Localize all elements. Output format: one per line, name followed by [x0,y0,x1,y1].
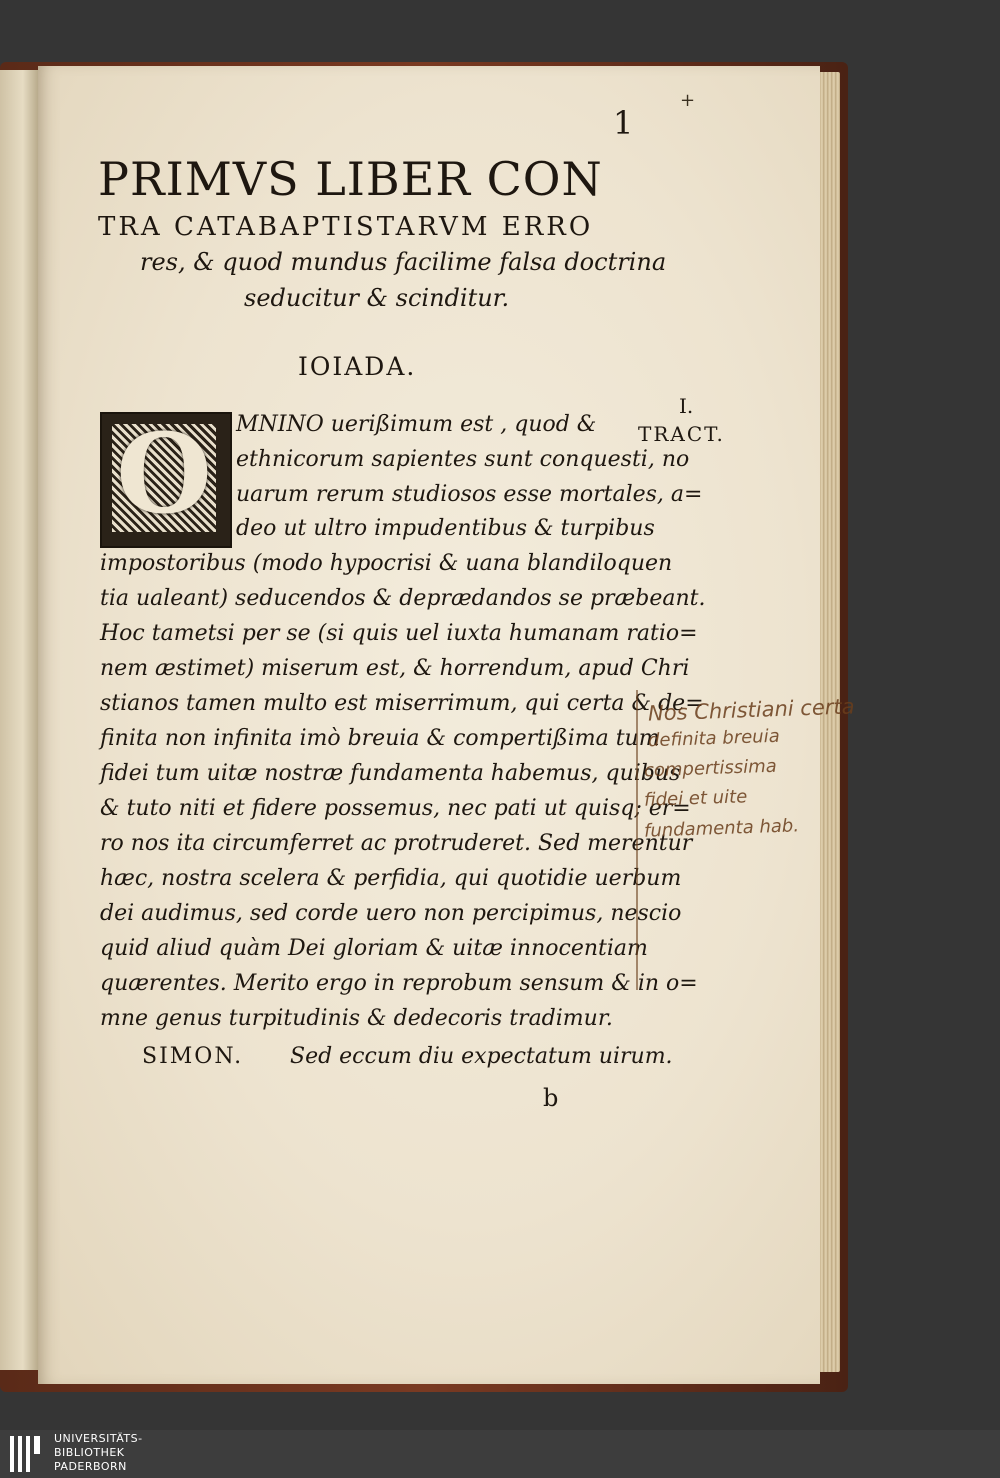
title-line-1: PRIMVS LIBER CON [98,152,603,206]
body-line: tia ualeant) seducendos & deprædandos se præbeant. [100,586,706,611]
footer-library-name-line: UNIVERSITÄTS- [54,1432,143,1445]
handwritten-note-line: definita breuia [647,725,781,752]
body-line: hæc, nostra scelera & perfidia, qui quotidie uerbum [100,866,682,891]
footer-library-name-line: BIBLIOTHEK [54,1446,125,1459]
drop-initial [100,409,232,548]
speaker-heading: IOIADA. [298,352,417,381]
last-line-speaker: SIMON. [142,1044,244,1069]
page-number: 1 [613,104,634,142]
body-line: nem æstimet) miserum est, & horrendum, apud Chri [100,656,690,681]
body-line: stianos tamen multo est miserrimum, qui certa & de= [100,691,704,716]
body-line: fidei tum uitæ nostræ fundamenta habemus, quibus [100,761,681,786]
body-line: finita non infinita imò breuia & compertißima tum [100,726,660,751]
margin-note-label: TRACT. [638,422,725,446]
body-line: dei audimus, sed corde uero non percipimus, nescio [100,901,682,926]
signature-mark: b [543,1084,559,1112]
corner-mark: + [680,90,696,111]
title-line-2: TRA CATABAPTISTARVM ERRO [98,212,594,242]
handwritten-note-line: compertissima [643,755,778,782]
body-line: quærentes. Merito ergo in reprobum sensum & in o= [100,971,698,996]
last-line-text: Sed eccum diu expectatum uirum. [290,1044,673,1069]
body-line: mne genus turpitudinis & dedecoris tradimur. [100,1006,613,1031]
handwritten-note-line: Nos Christiani certa [647,694,855,726]
margin-note-number: I. [679,394,694,418]
body-line: impostoribus (modo hypocrisi & uana blandiloquen [100,551,673,576]
body-line: ro nos ita circumferret ac protruderet. Sed merentur [100,831,693,856]
drop-initial-letter: O [116,409,212,538]
body-line: Hoc tametsi per se (si quis uel iuxta humanam ratio= [100,621,698,646]
body-line: uarum rerum studiosos esse mortales, a= [236,482,703,507]
left-page-fragment [2,90,32,1340]
body-line: MNINO uerißimum est , quod & [236,412,597,437]
handwritten-note-line: fidei et uite [643,786,748,811]
footer-bar [0,1430,1000,1478]
university-logo-icon [8,1432,42,1476]
title-line-3: res, & quod mundus facilime falsa doctrina [140,248,667,276]
title-line-4: seducitur & scinditur. [244,284,510,312]
left-page [0,70,38,1370]
footer-library-name-line: PADERBORN [54,1460,127,1473]
body-line: deo ut ultro impudentibus & turpibus [236,516,655,541]
body-line: quid aliud quàm Dei gloriam & uitæ innocentiam [100,936,648,961]
handwritten-note-line: fundamenta hab. [643,815,800,842]
body-line: & tuto niti et fidere possemus, nec pati ut quisq; er= [100,796,691,821]
body-line: ethnicorum sapientes sunt conquesti, no [236,447,690,472]
